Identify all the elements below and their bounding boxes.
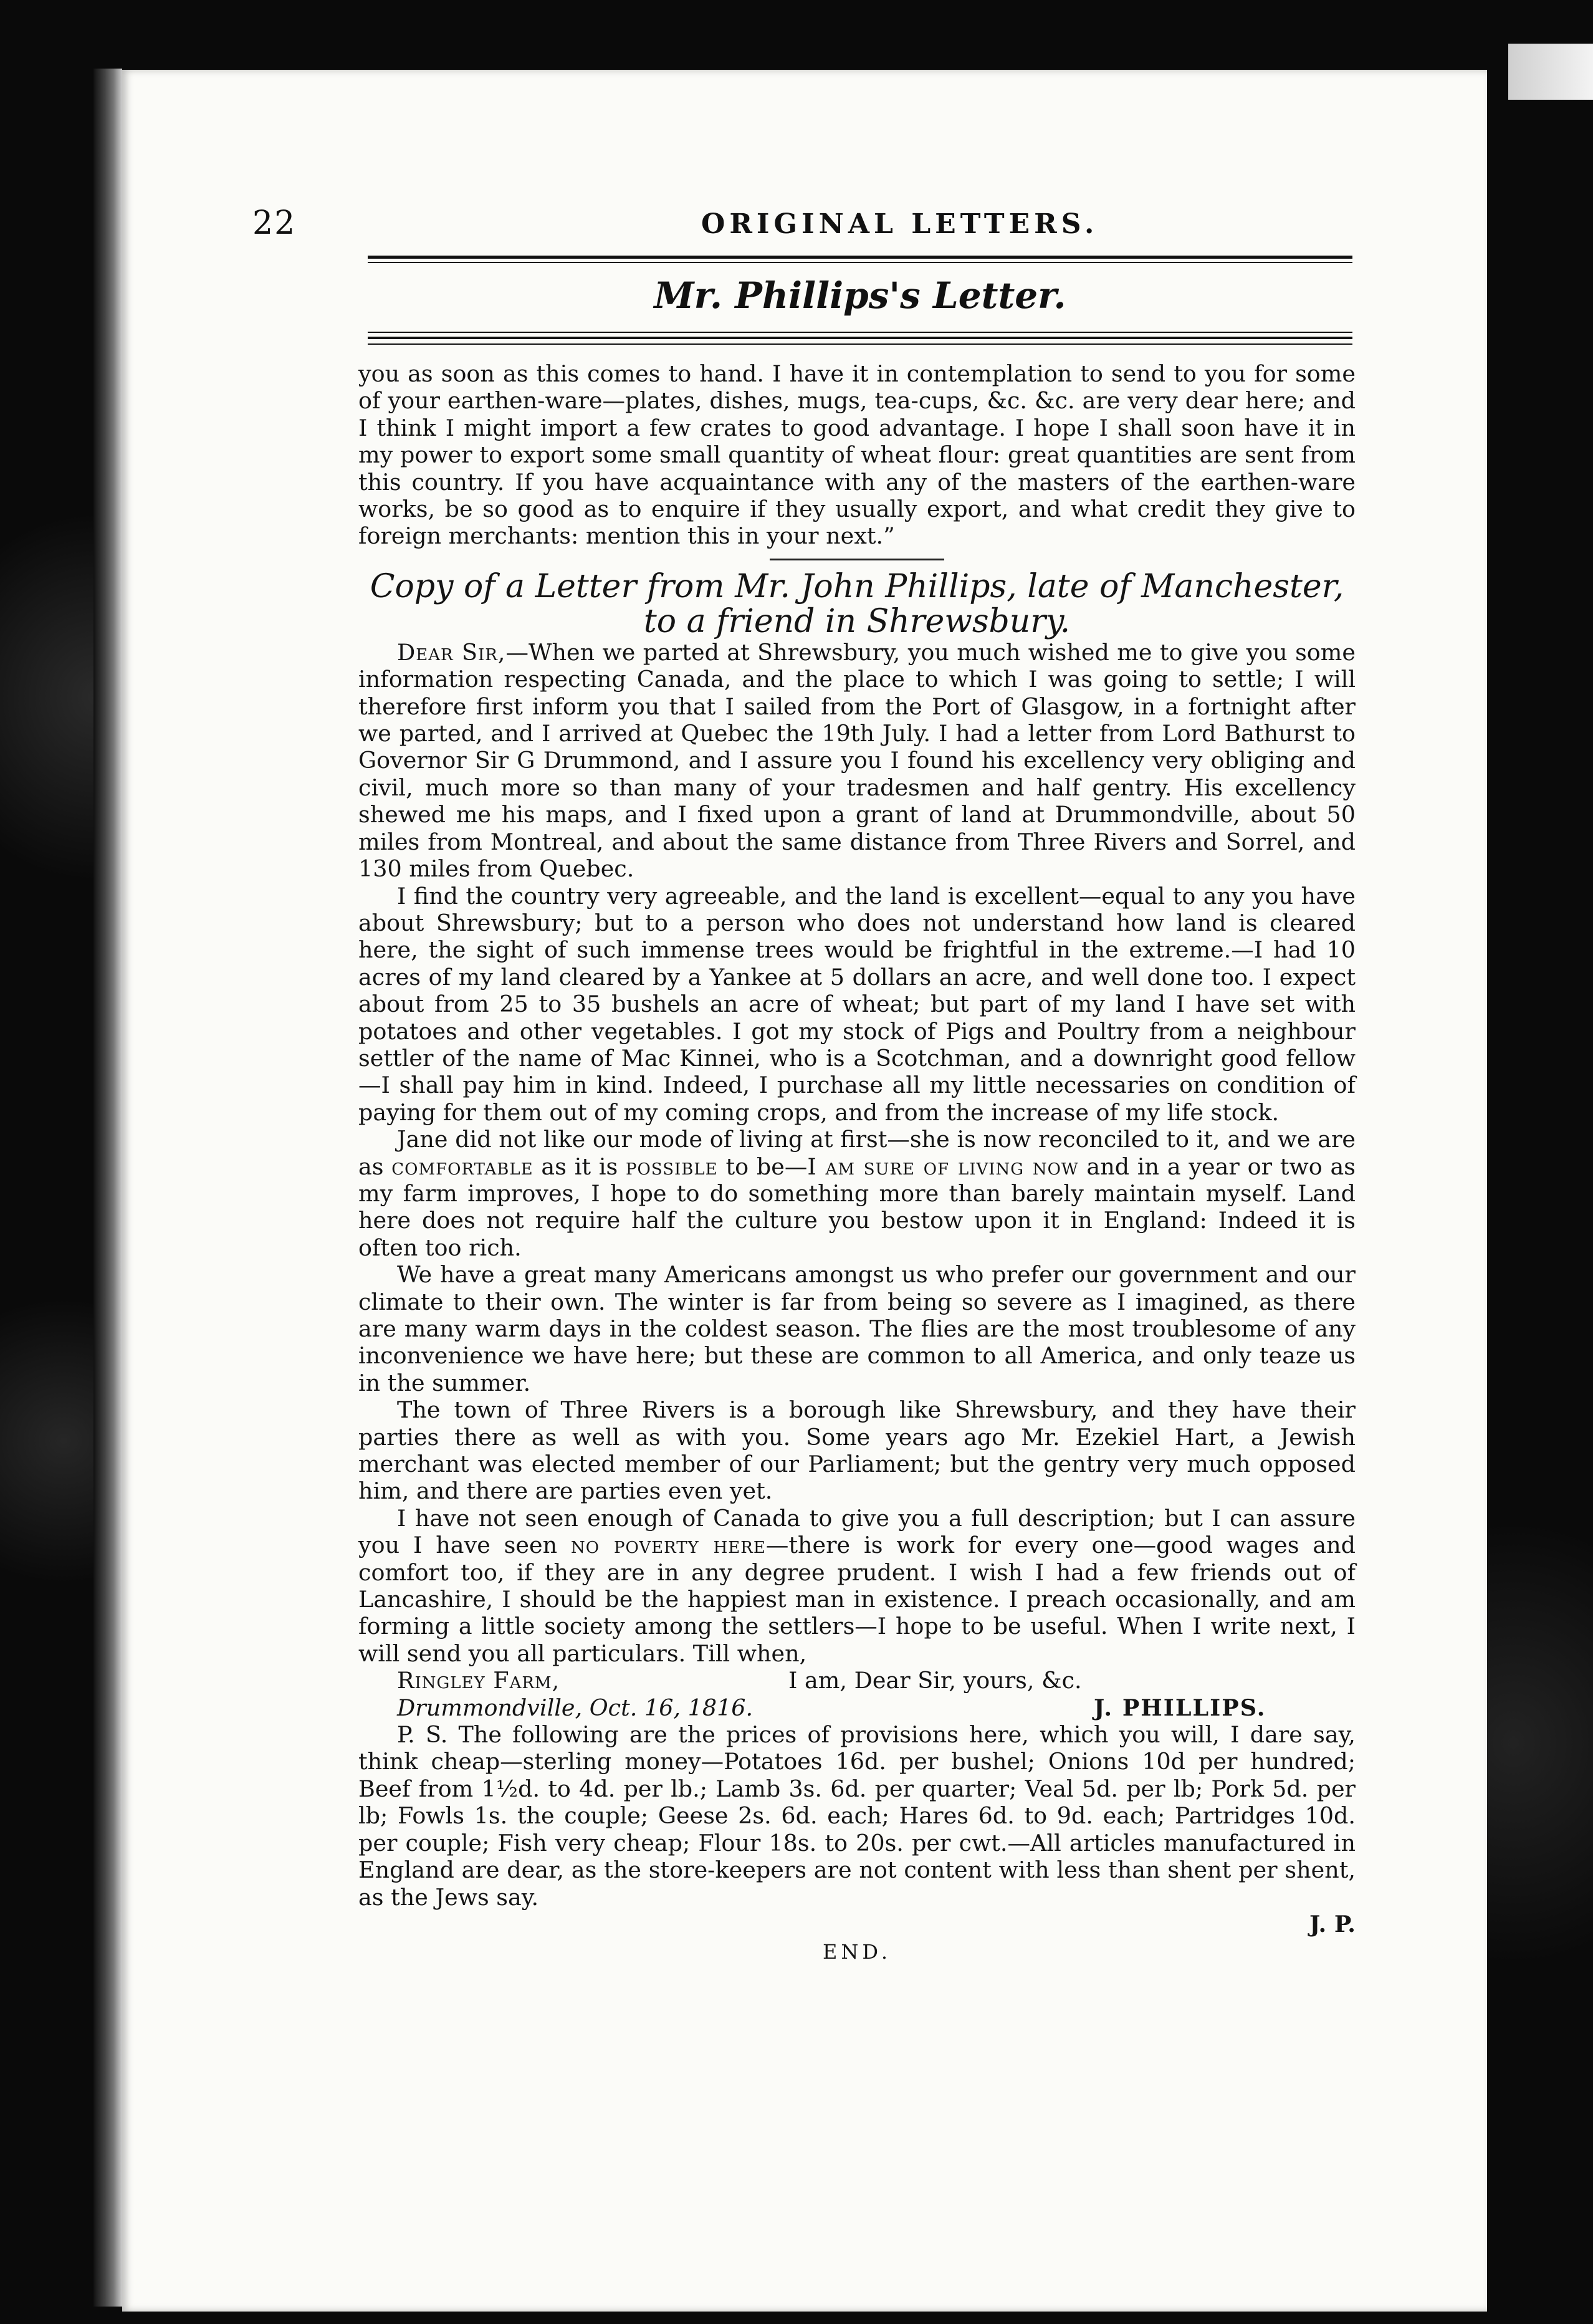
p6-emphasis-no-poverty: no poverty here [571,1532,766,1559]
book-spine-edge [93,69,122,2307]
p3-emphasis-possible: possible [626,1153,718,1180]
letter-paragraph-3 [358,1126,1356,1261]
signature: J. PHILLIPS. [1094,1694,1266,1721]
salutation: Dear Sir, [397,638,506,666]
header-rule-top [368,256,1352,259]
place-date: Drummondville, Oct. 16, 1816. [397,1694,753,1721]
letter-paragraph-4: We have a great many Americans amongst us who prefer our government and our climate to their own. The winter is far from being so severe as I imagined, as there are many warm days in the coldest season. The flies are the most troublesome of any inconvenience we have here; but these are common to all America, and only teaze us in the summer. [358,1261,1356,1396]
closing-line: I am, Dear Sir, yours, &c. [788,1667,1082,1694]
p3-emphasis-living: I am sure of living now [807,1153,1079,1180]
letter-title: Mr. Phillips's Letter. [654,274,1066,317]
postscript-initials: J. P. [1309,1910,1356,1937]
letter-paragraph-1-text: —When we parted at Shrewsbury, you much wished me to give you some information respecting Canada, and the place to which I was going to settle; I will therefore first inform you that I sailed from the Port of Glasgow, in a fortnight after we parted, and I arrived at Quebec the 19th July. I had a letter from Lord Bathurst to Governor Sir G Drummond, and I assure you I found his excellency very obliging and civil, much more so than many of your tradesmen and half gentry. His excellency shewed me his maps, and I fixed upon a grant of land at Drummondville, about 50 miles from Montreal, and about the same distance from Three Rivers and Sorrel, and 130 miles from Quebec. [358,638,1356,883]
p3-text-b: as it is [533,1153,626,1180]
page-body [358,360,1356,1966]
postscript: P. S. The following are the prices of provisions here, which you will, I dare say, think cheap—sterling money—Potatoes 16d. per bushel; Onions 10d per hundred; Beef from 1½d. to 4d. per lb.; Lamb 3s. 6d. per quarter; Veal 5d. per lb; Pork 5d. per lb; Fowls 1s. the couple; Geese 2s. 6d. each; Hares 6d. to 9d. each; Partridges 10d. per couple; Fish very cheap; Flour 18s. to 20s. per cwt.—All articles manufactured in England are dear, as the store-keepers are not content with less than shent per shent, as the Jews say. [358,1721,1356,1911]
letter-paragraph-6 [358,1505,1356,1667]
p3-text-c: to be— [717,1153,808,1180]
p6-text-a: I have not seen enough of Canada to give you a full description; but I can assure you I have seen [358,1504,1356,1559]
p3-emphasis-comfortable: comfortable [391,1153,533,1180]
p3-text-d: and in a year or two as my farm improves, I hope to do something more than barely maintain myself. Land here does not require half the culture you bestow upon it in England: Indeed it is often too rich. [358,1153,1356,1261]
end-mark: END. [822,1940,892,1964]
letter-paragraph-1 [358,639,1356,883]
header-rule-top-thin [368,262,1352,263]
running-head: ORIGINAL LETTERS. [701,208,1099,240]
closing-row [358,1667,1356,1694]
p3-text-a: Jane did not like our mode of living at first—she is now reconciled to it, and we are as [358,1126,1356,1180]
letter-paragraph-2: I find the country very agreeable, and the land is excellent—equal to any you have about Shrewsbury; but to a person who does not understand how land is cleared here, the sight of such immense trees would be frightful in the extreme.—I had 10 acres of my land cleared by a Yankee at 5 dollars an acre, and well done too. I expect about from 25 to 35 bushels an acre of wheat; but part of my land I have set with potatoes and other vegetables. I got my stock of Pigs and Poultry from a neighbour settler of the name of Mac Kinnei, who is a Scotchman, and a downright good fellow—I shall pay him in kind. Indeed, I purchase all my little necessaries on condition of paying for them out of my coming crops, and from the increase of my life stock. [358,882,1356,1126]
title-rule-bottom [368,332,1352,333]
continuation-paragraph: you as soon as this comes to hand. I have it in contemplation to send to you for some of your earthen-ware—plates, dishes, mugs, tea-cups, &c. &c. are very dear here; and I think I might import a few crates to good advantage. I hope I shall soon have it in my power to export some small quantity of wheat flour: great quantities are sent from this country. If you have acquaintance with any of the masters of the earthen-ware works, be so good as to enquire if they usually export, and what credit they give to foreign merchants: mention this in your next.” [358,360,1356,550]
page-header [252,198,1318,254]
farm-name: Ringley Farm, [397,1667,560,1694]
date-row [358,1694,1356,1721]
postscript-initials-row [358,1911,1356,1937]
copy-letter-title: Copy of a Letter from Mr. John Phillips, late of Manchester, to a friend in Shrewsbury. [370,567,1344,640]
p6-text-b: —there is work for every one—good wages and comfort too, if they are in any degree prudent. I wish I had a few friends out of Lancashire, I should be the happiest man in existence. I preach occasionally, and am forming a little society among the settlers—I hope to be useful. When I write next, I will send you all particulars. Till when, [358,1532,1356,1667]
section-separator [770,559,944,560]
letter-paragraph-5: The town of Three Rivers is a borough like Shrewsbury, and they have their parties there as well as with you. Some years ago Mr. Ezekiel Hart, a Jewish merchant was elected member of our Parliament; but the gentry very much opposed him, and there are parties even yet. [358,1396,1356,1505]
adjacent-page-edge [1508,44,1593,100]
title-rule-bottom-thin [368,343,1352,345]
page-number: 22 [252,204,297,242]
title-rule-bottom-thick [368,337,1352,339]
